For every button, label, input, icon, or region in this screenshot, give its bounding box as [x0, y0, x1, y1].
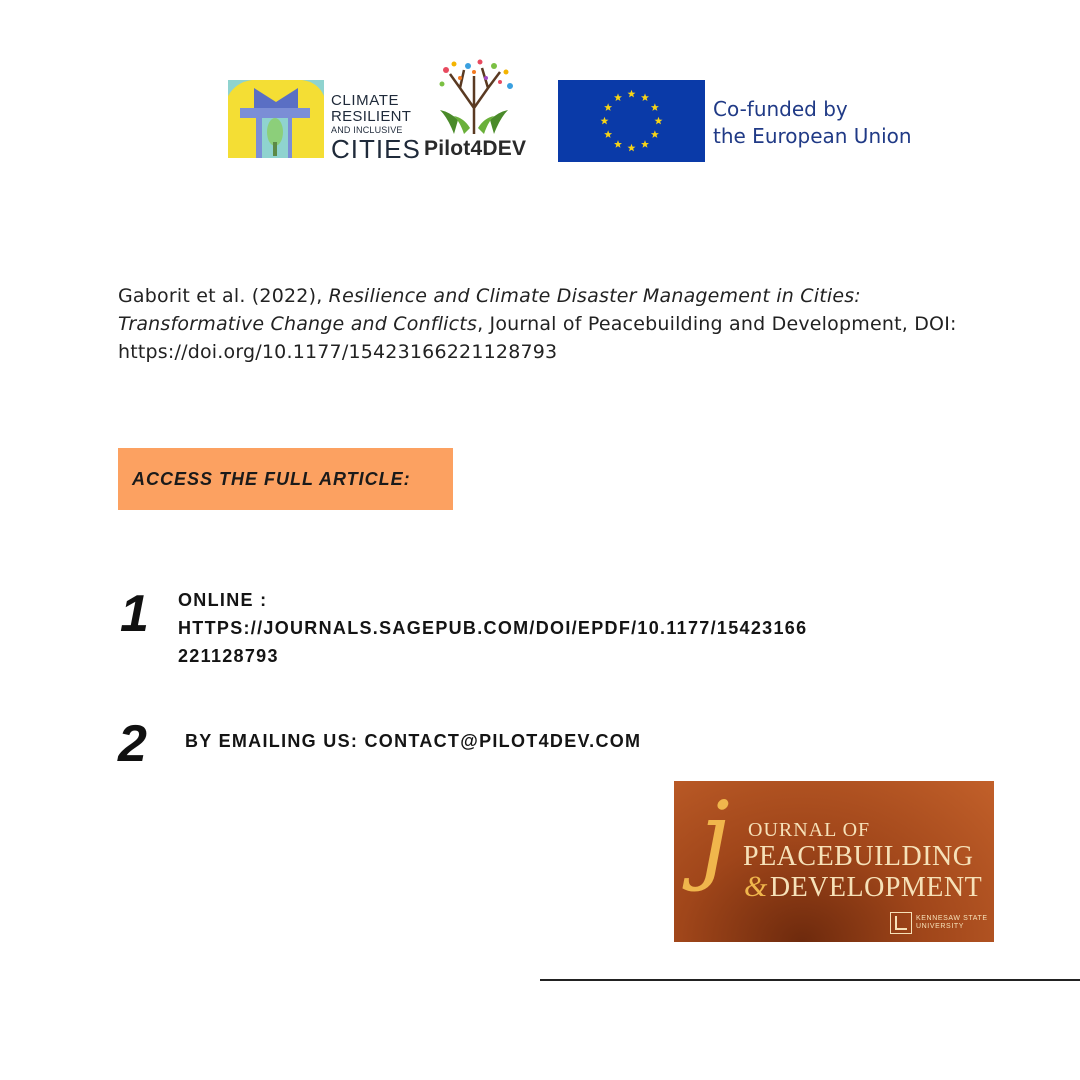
climate-cities-line: AND INCLUSIVE	[331, 125, 403, 135]
citation-title: Resilience and Climate Disaster Management in Cities: Transformative Change and Conflicts	[118, 285, 861, 335]
citation-authors: Gaborit et al. (2022),	[118, 285, 329, 307]
eu-cofunded-text	[713, 96, 912, 150]
ksu-wordmark	[916, 915, 988, 931]
climate-cities-line: RESILIENT	[331, 108, 412, 125]
eu-flag-icon	[558, 80, 705, 162]
journal-j-glyph: j	[700, 781, 730, 893]
article-url-line: HTTPS://JOURNALS.SAGEPUB.COM/DOI/EPDF/10.1177/15423166	[178, 618, 808, 638]
article-citation	[118, 282, 998, 366]
divider-line	[540, 979, 1080, 981]
pilot4dev-tree-icon	[424, 58, 524, 136]
contact-email-link[interactable]: BY EMAILING US: CONTACT@PILOT4DEV.COM	[185, 731, 642, 751]
article-url-link[interactable]	[178, 614, 807, 670]
ksu-line: UNIVERSITY	[916, 923, 965, 930]
journal-title-line: PEACEBUILDING	[743, 841, 974, 872]
citation-source: , Journal of Peacebuilding and Development, DOI: https://doi.org/10.1177/15423166221128793	[118, 313, 957, 363]
journal-cover-image	[674, 781, 994, 942]
step-online-label: ONLINE :	[178, 590, 268, 610]
step-number-2: 2	[118, 715, 147, 773]
ksu-line: KENNESAW STATE	[916, 915, 988, 922]
climate-cities-wordmark	[331, 93, 421, 162]
kennesaw-state-logo	[890, 912, 988, 934]
journal-ampersand: &	[744, 870, 768, 903]
journal-title-line: OURNAL OF	[748, 819, 871, 841]
eu-line-2: the European Union	[713, 124, 912, 148]
access-article-banner	[118, 448, 453, 510]
climate-cities-line: CITIES	[331, 134, 421, 164]
journal-title-word: DEVELOPMENT	[769, 872, 983, 903]
step-number-1: 1	[120, 585, 149, 643]
pilot4dev-wordmark: Pilot4DEV	[424, 137, 527, 160]
access-article-label: ACCESS THE FULL ARTICLE:	[132, 468, 411, 489]
article-url-line: 221128793	[178, 646, 279, 666]
journal-title-line	[744, 870, 982, 904]
eu-line-1: Co-funded by	[713, 97, 848, 121]
step-online	[178, 586, 807, 670]
ksu-mark-icon	[890, 912, 912, 934]
climate-cities-line: CLIMATE	[331, 92, 400, 109]
